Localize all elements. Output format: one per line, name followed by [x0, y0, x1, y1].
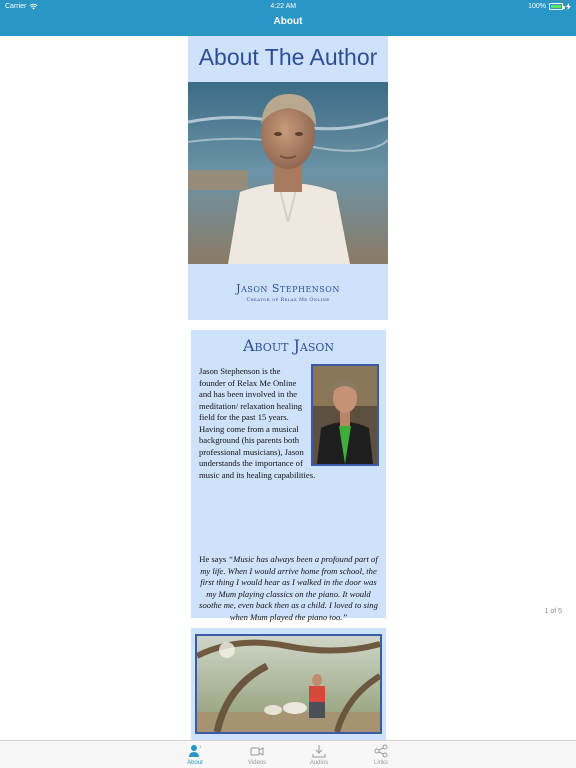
tab-label: Videos [247, 760, 267, 766]
jason-with-dogs-photo [195, 634, 382, 734]
tab-audios[interactable] [288, 741, 350, 768]
tab-label: Audios [309, 760, 329, 766]
quote-intro: He says [199, 554, 229, 564]
tab-links[interactable] [350, 741, 412, 768]
top-bar [0, 0, 576, 36]
carrier-label: Carrier [5, 2, 27, 10]
status-bar [0, 0, 576, 12]
tab-label: About [187, 760, 203, 766]
tab-badge: 1 [199, 744, 202, 749]
quote-text: “Music has always been a profound part of my life. When I would arrive home from school, the first thing I would hear as I walked in the door was my Mum playing classics on the piano. It would soothe me, even back then as a child. I loved to sing when Mum played the piano too.” [199, 554, 378, 622]
about-jason-card [191, 330, 386, 622]
next-page-card [191, 628, 386, 740]
author-name: Jason Stephenson [236, 282, 340, 295]
jason-portrait-photo [311, 364, 379, 466]
download-icon [312, 744, 326, 758]
tab-label: Links [373, 760, 388, 766]
share-icon [374, 744, 388, 758]
author-subtitle: Creator of Relax Me Online [246, 297, 330, 303]
clock: 4:22 AM [270, 2, 297, 10]
bio-paragraph: Jason Stephenson is the founder of Relax Me Online and has been involved in the meditation/ relaxation healing field for the past 15 years. Having come from a musical background (his parents both professional musicians), Jason understands the importance of music and its healing capabilities. [199, 366, 316, 480]
tab-videos[interactable] [226, 741, 288, 768]
bio-title: About Jason [242, 336, 335, 355]
author-hero-card [188, 36, 388, 320]
hero-title: About The Author [198, 44, 378, 70]
bio-quote-block [195, 554, 382, 623]
author-photo [188, 82, 388, 264]
person-icon [188, 744, 202, 758]
battery-percent: 100% [528, 2, 546, 10]
content-scroll[interactable] [0, 36, 576, 740]
page-indicator: 1 of 5 [544, 608, 562, 615]
tab-bar [0, 740, 576, 768]
wifi-icon [29, 3, 38, 10]
nav-title: About [273, 16, 303, 27]
tab-about[interactable] [164, 741, 226, 768]
video-icon [250, 744, 264, 758]
charging-icon [566, 3, 571, 10]
battery-icon [549, 3, 563, 10]
bio-paragraph-block [199, 366, 379, 481]
